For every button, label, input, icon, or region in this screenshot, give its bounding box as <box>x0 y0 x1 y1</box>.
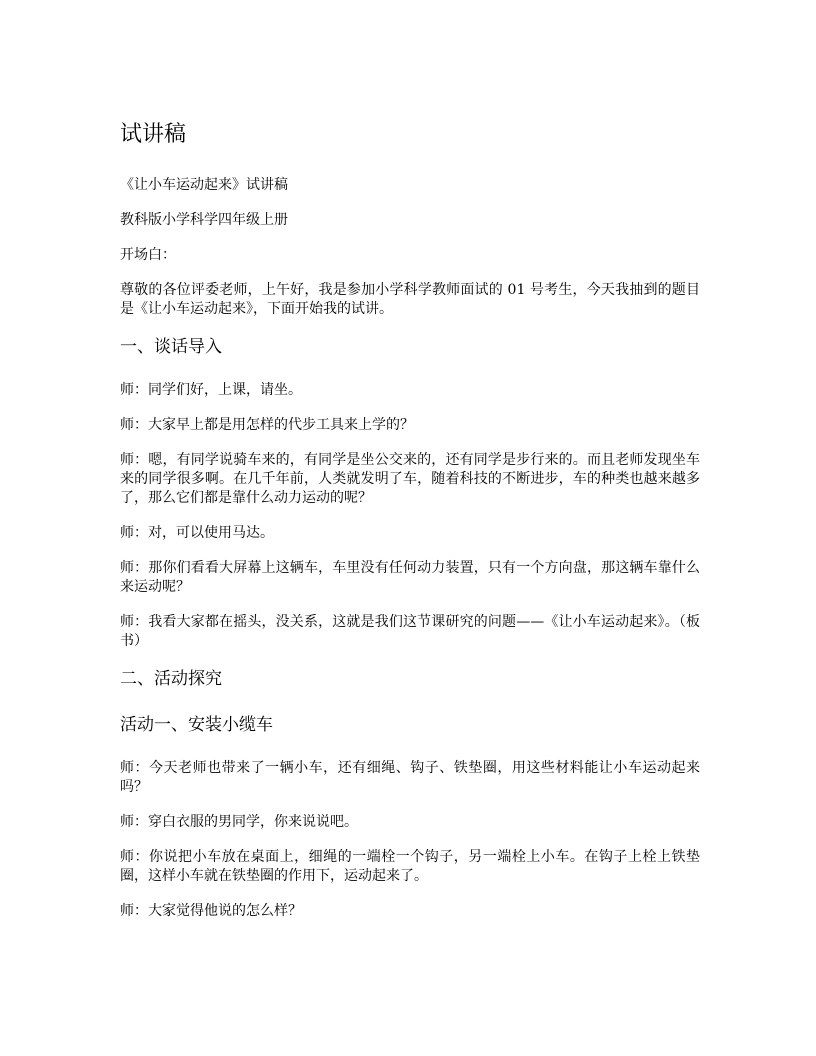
document-title: 试讲稿 <box>120 122 187 147</box>
dialogue-paragraph: 师：你说把小车放在桌面上，细绳的一端栓一个钩子，另一端栓上小车。在钩子上栓上铁垫圈，这样小车就在铁垫圈的作用下，运动起来了。 <box>120 849 700 884</box>
section-heading-introduction: 一、谈话导入 <box>120 337 222 357</box>
dialogue-paragraph: 师：大家早上都是用怎样的代步工具来上学的？ <box>120 417 414 433</box>
opening-paragraph: 尊敬的各位评委老师，上午好，我是参加小学科学教师面试的 01 号考生，今天我抽到的题目是《让小车运动起来》，下面开始我的试讲。 <box>120 282 700 317</box>
lesson-subtitle: 《让小车运动起来》试讲稿 <box>120 177 288 193</box>
dialogue-paragraph: 师：对，可以使用马达。 <box>120 525 274 541</box>
section-heading-activity-exploration: 二、活动探究 <box>120 669 222 689</box>
activity-heading-install-cable-car: 活动一、安装小缆车 <box>120 715 273 735</box>
textbook-edition: 教科版小学科学四年级上册 <box>120 212 288 228</box>
document-body <box>120 118 700 937</box>
opening-label: 开场白： <box>120 247 176 263</box>
dialogue-paragraph: 师：同学们好，上课，请坐。 <box>120 382 302 398</box>
dialogue-paragraph: 师：今天老师也带来了一辆小车，还有细绳、钩子、铁垫圈，用这些材料能让小车运动起来吗？ <box>120 760 700 795</box>
dialogue-paragraph: 师：那你们看看大屏幕上这辆车，车里没有任何动力装置，只有一个方向盘，那这辆车靠什么来运动呢？ <box>120 560 700 595</box>
dialogue-paragraph: 师：穿白衣服的男同学，你来说说吧。 <box>120 814 358 830</box>
dialogue-paragraph: 师：大家觉得他说的怎么样？ <box>120 903 302 919</box>
dialogue-paragraph: 师：嗯，有同学说骑车来的，有同学是坐公交来的，还有同学是步行来的。而且老师发现坐车来的同学很多啊。在几千年前，人类就发明了车，随着科技的不断进步，车的种类也越来越多了，那么它们都是靠什么动力运动的呢？ <box>120 452 700 506</box>
dialogue-paragraph: 师：我看大家都在摇头，没关系，这就是我们这节课研究的问题——《让小车运动起来》。（板书） <box>120 614 700 649</box>
